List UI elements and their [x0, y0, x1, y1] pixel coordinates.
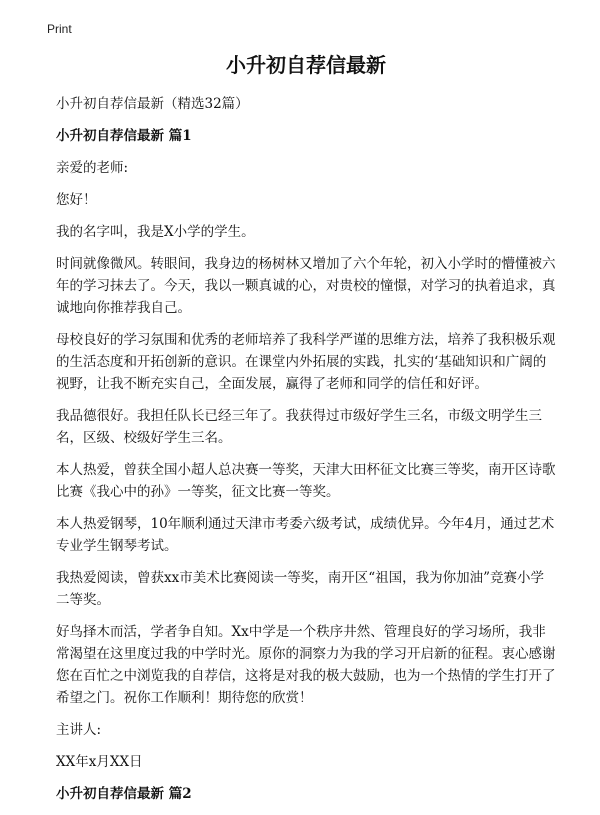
paragraph-time: 时间就像微风。转眼间，我身边的杨树林又增加了六个年轮，初入小学时的懵懂被六年的学习抹去了。今天，我以一颗真诚的心，对贵校的憧憬，对学习的执着追求，真诚地向你推荐我自己。 [56, 256, 556, 316]
paragraph-character: 我品德很好。我担任队长已经三年了。我获得过市级好学生三名，市级文明学生三名，区级、校级好学生三名。 [56, 408, 542, 446]
paragraph-date: XX年x月XX日 [56, 754, 143, 770]
print-link[interactable]: Print [47, 22, 72, 36]
paragraph-salutation: 亲爱的老师: [56, 160, 129, 176]
document-body [56, 50, 556, 815]
paragraph-school: 母校良好的学习氛围和优秀的老师培养了我科学严谨的思维方法，培养了我积极乐观的生活态度和开拓创新的意识。在课堂内外拓展的实践，扎实的‘基础知识和广阔的视野，让我不断充实自己，全面发展，赢得了老师和同学的信任和好评。 [56, 332, 556, 392]
paragraph-reading: 我热爱阅读，曾获xx市美术比赛阅读一等奖，南开区“祖国，我为你加油”竞赛小学二等奖。 [56, 570, 545, 608]
paragraph-piano: 本人热爱钢琴，10年顺利通过天津市考委六级考试，成绩优异。今年4月，通过艺术专业学生钢琴考试。 [56, 516, 555, 554]
paragraph-closing: 好鸟择木而活，学者争自知。Xx中学是一个秩序井然、管理良好的学习场所，我非常渴望在这里度过我的中学时光。原你的洞察力为我的学习开启新的征程。衷心感谢您在百忙之中浏览我的自荐信，这将是对我的极大鼓励，也为一个热情的学生打开了希望之门。祝你工作顺利！期待您的欣赏！ [56, 624, 556, 706]
document-title: 小升初自荐信最新 [226, 53, 386, 77]
paragraph-signature: 主讲人: [56, 722, 102, 738]
section-title-2: 小升初自荐信最新 篇2 [56, 786, 192, 802]
section-title-1: 小升初自荐信最新 篇1 [56, 128, 192, 144]
paragraph-greeting: 您好！ [56, 192, 97, 208]
paragraph-awards: 本人热爱，曾获全国小超人总决赛一等奖，天津大田杯征文比赛三等奖，南开区诗歌比赛《我心中的孙》一等奖，征文比赛一等奖。 [56, 462, 556, 500]
paragraph-intro: 我的名字叫，我是X小学的学生。 [56, 224, 255, 240]
document-subtitle: 小升初自荐信最新（精选32篇） [56, 96, 249, 112]
